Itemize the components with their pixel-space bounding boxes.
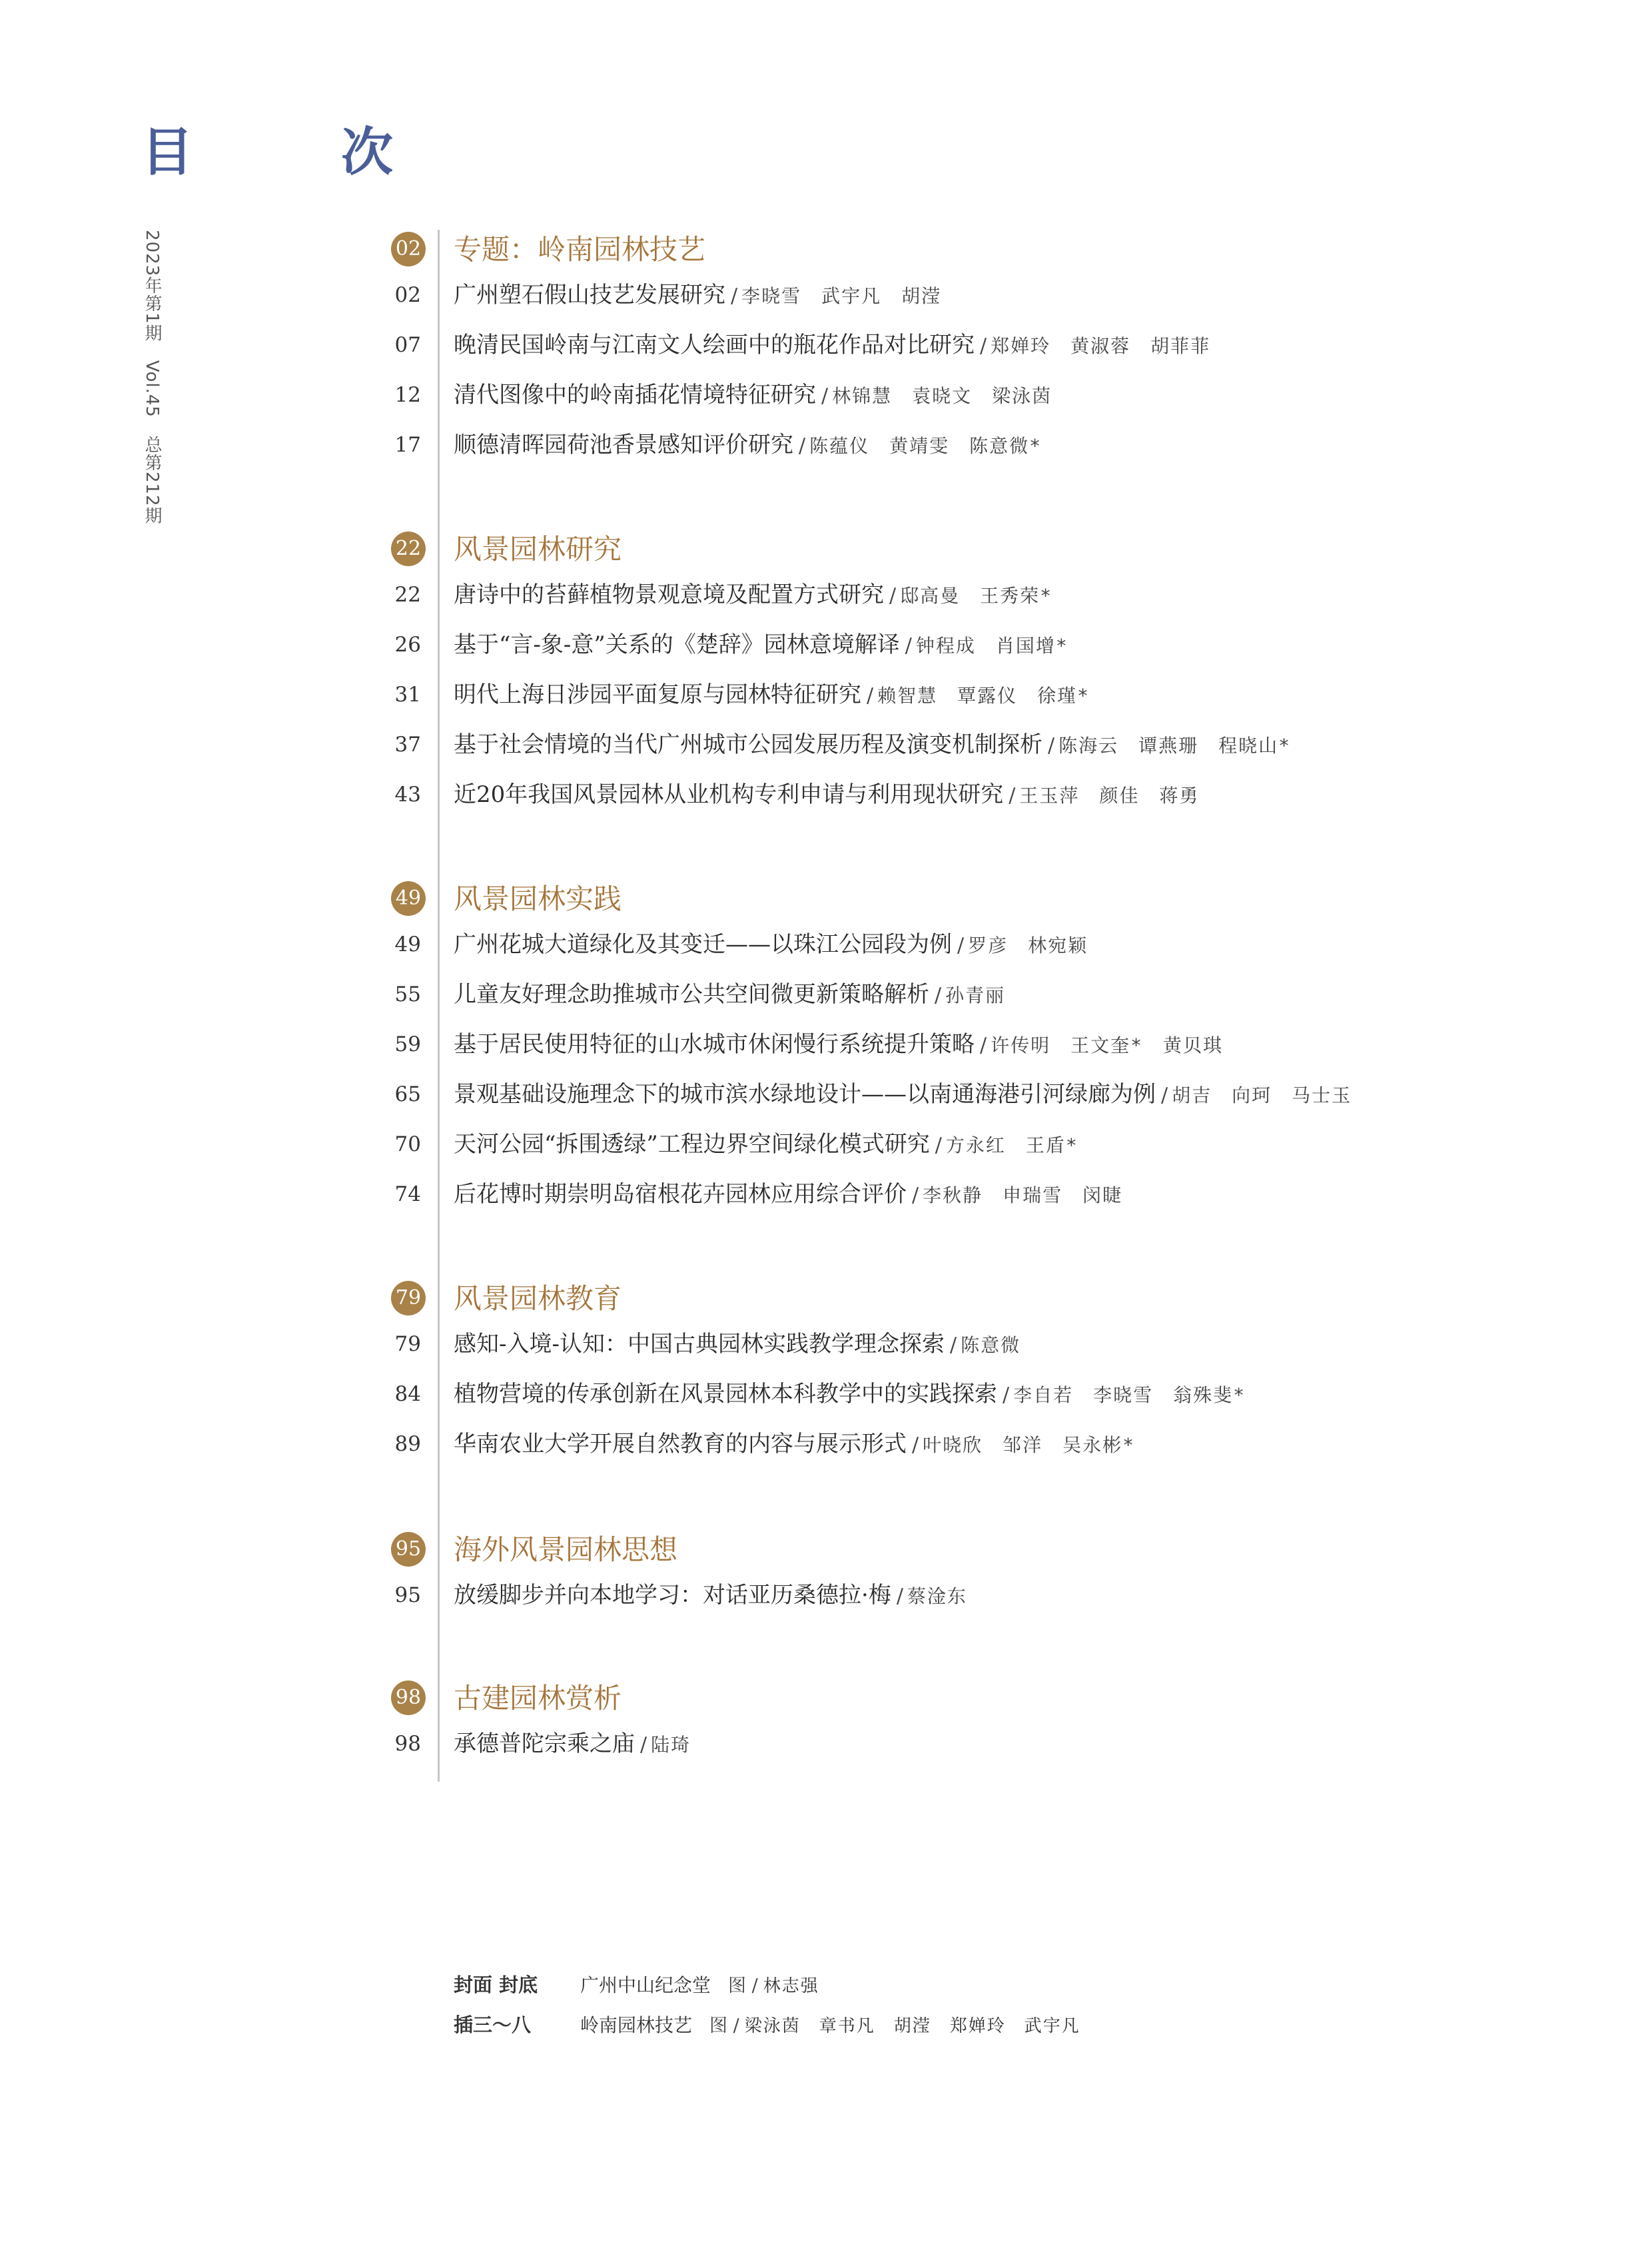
section-title[interactable]: 风景园林实践 [454, 883, 622, 915]
entry-title[interactable]: 承德普陀宗乘之庙 [454, 1730, 635, 1757]
author-separator: / [1161, 1084, 1168, 1107]
toc-entry[interactable] [0, 1081, 1652, 1131]
toc-entry[interactable] [0, 1331, 1652, 1381]
toc-entry[interactable] [0, 731, 1652, 781]
entry-title[interactable]: 后花博时期崇明岛宿根花卉园林应用综合评价 [454, 1181, 907, 1208]
entry-authors: 赖智慧 覃露仪 徐瑾* [877, 685, 1090, 707]
section-page-badge[interactable]: 49 [391, 881, 426, 916]
entry-authors: 郑婵玲 黄淑蓉 胡菲菲 [991, 335, 1211, 357]
toc-entry[interactable] [0, 931, 1652, 981]
issue-info: 2023年第1期 Vol.45 总第212期 [142, 230, 162, 525]
entry-list [0, 282, 1652, 482]
entry-title[interactable]: 顺德清晖园荷池香景感知评价研究 [454, 432, 793, 458]
entry-page-number: 49 [394, 933, 421, 956]
entry-list [0, 581, 1652, 831]
entry-line [454, 1431, 1135, 1459]
section-page-badge[interactable]: 98 [391, 1681, 426, 1715]
credit-row-cover [454, 1965, 1080, 2005]
entry-page-number: 84 [394, 1382, 421, 1406]
author-separator: / [935, 1134, 942, 1157]
entry-line [454, 581, 1052, 609]
entry-title[interactable]: 唐诗中的苔藓植物景观意境及配置方式研究 [454, 581, 884, 608]
entry-line [454, 781, 1199, 809]
entry-page-number: 26 [394, 633, 421, 657]
entry-title[interactable]: 明代上海日涉园平面复原与园林特征研究 [454, 681, 861, 708]
section-page-badge[interactable]: 02 [391, 232, 426, 266]
entry-title[interactable]: 感知-入境-认知：中国古典园林实践教学理念探索 [454, 1331, 945, 1357]
toc-entry[interactable] [0, 581, 1652, 631]
entry-authors: 蔡淦东 [907, 1585, 967, 1607]
author-separator: / [912, 1184, 919, 1207]
cover-credits [454, 1965, 1080, 2045]
entry-page-number: 12 [394, 383, 421, 407]
entry-page-number: 17 [394, 433, 421, 457]
credit-names: 林志强 [763, 1976, 819, 1996]
author-separator: / [980, 334, 987, 358]
entry-page-number: 31 [394, 683, 421, 707]
toc-entry[interactable] [0, 332, 1652, 382]
credit-label: 封面 封底 [454, 1974, 538, 1996]
entry-authors: 孙青丽 [945, 984, 1006, 1006]
credit-separator: 图 / [728, 1976, 758, 1996]
credit-subject: 岭南园林技艺 [580, 2014, 693, 2036]
entry-page-number: 37 [394, 733, 421, 757]
section-page-badge[interactable]: 95 [391, 1532, 426, 1567]
author-separator: / [935, 984, 942, 1007]
entry-authors: 邸高曼 王秀荣* [900, 585, 1052, 607]
author-separator: / [949, 1333, 957, 1357]
credit-subject: 广州中山纪念堂 [580, 1974, 711, 1996]
entry-line [454, 432, 1042, 460]
toc-entry[interactable] [0, 282, 1652, 332]
entry-authors: 罗彦 林宛颖 [968, 934, 1088, 956]
entry-title[interactable]: 基于居民使用特征的山水城市休闲慢行系统提升策略 [454, 1031, 975, 1058]
author-separator: / [889, 584, 897, 607]
entry-authors: 陈蕴仪 黄靖雯 陈意微* [809, 435, 1042, 457]
author-separator: / [1003, 1383, 1010, 1407]
toc-entry[interactable] [0, 382, 1652, 432]
toc-entry[interactable] [0, 1181, 1652, 1231]
entry-line [454, 1582, 967, 1610]
entry-line [454, 631, 1068, 659]
entry-line [454, 1181, 1122, 1209]
entry-list [0, 931, 1652, 1231]
entry-line [454, 1331, 1021, 1359]
entry-line [454, 382, 1052, 410]
entry-title[interactable]: 基于社会情境的当代广州城市公园发展历程及演变机制探析 [454, 731, 1042, 758]
credit-row-inserts [454, 2005, 1080, 2045]
credit-label: 插三～八 [454, 2014, 532, 2036]
toc-entry[interactable] [0, 1381, 1652, 1431]
author-separator: / [821, 384, 829, 408]
entry-list [0, 1582, 1652, 1632]
section-header [0, 230, 1652, 270]
section-title[interactable]: 风景园林教育 [454, 1282, 622, 1315]
toc-entry[interactable] [0, 781, 1652, 831]
section-header [0, 1679, 1652, 1718]
toc-entry[interactable] [0, 432, 1652, 482]
entry-authors: 方永红 王盾* [945, 1134, 1078, 1156]
entry-page-number: 02 [394, 283, 421, 307]
entry-list [0, 1730, 1652, 1780]
entry-authors: 陈意微 [961, 1334, 1021, 1356]
entry-title[interactable]: 清代图像中的岭南插花情境特征研究 [454, 382, 816, 408]
entry-line [454, 731, 1291, 759]
entry-authors: 胡吉 向珂 马士玉 [1172, 1084, 1352, 1106]
author-separator: / [896, 1585, 903, 1608]
entry-authors: 叶晓欣 邹洋 吴永彬* [923, 1434, 1135, 1456]
section-header [0, 1530, 1652, 1570]
entry-authors: 王玉萍 颜佳 蒋勇 [1019, 785, 1200, 807]
section-title[interactable]: 专题：岭南园林技艺 [454, 233, 706, 266]
entry-page-number: 98 [394, 1732, 421, 1756]
entry-title[interactable]: 华南农业大学开展自然教育的内容与展示形式 [454, 1431, 907, 1457]
section-header [0, 530, 1652, 569]
section-header [0, 879, 1652, 919]
entry-authors: 李自若 李晓雪 翁殊斐* [1013, 1384, 1246, 1406]
entry-title[interactable]: 广州花城大道绿化及其变迁——以珠江公园段为例 [454, 931, 952, 958]
author-separator: / [980, 1034, 987, 1057]
toc-entry[interactable] [0, 1582, 1652, 1632]
section-title[interactable]: 风景园林研究 [454, 533, 622, 565]
author-separator: / [912, 1433, 919, 1457]
credit-names: 梁泳茵 章书凡 胡滢 郑婵玲 武宇凡 [744, 2016, 1080, 2036]
entry-title[interactable]: 近20年我国风景园林从业机构专利申请与利用现状研究 [454, 781, 1004, 808]
entry-page-number: 70 [394, 1132, 421, 1156]
entry-page-number: 95 [394, 1583, 421, 1607]
entry-title[interactable]: 景观基础设施理念下的城市滨水绿地设计——以南通海港引河绿廊为例 [454, 1081, 1156, 1108]
entry-line [454, 1031, 1223, 1059]
entry-title[interactable]: 广州塑石假山技艺发展研究 [454, 282, 725, 308]
author-separator: / [1048, 734, 1055, 757]
page-title: 目 次 [141, 122, 442, 183]
section-page-badge[interactable]: 79 [391, 1281, 426, 1315]
toc-entry[interactable] [0, 631, 1652, 681]
entry-line [454, 1381, 1246, 1409]
entry-title[interactable]: 天河公园“拆围透绿”工程边界空间绿化模式研究 [454, 1131, 930, 1158]
author-separator: / [867, 684, 874, 707]
entry-list [0, 1331, 1652, 1481]
author-separator: / [957, 934, 965, 957]
toc-entry[interactable] [0, 1431, 1652, 1481]
section-title[interactable]: 古建园林赏析 [454, 1682, 622, 1714]
entry-authors: 陆琦 [651, 1734, 691, 1756]
entry-line [454, 332, 1210, 360]
entry-page-number: 74 [394, 1182, 421, 1206]
entry-authors: 林锦慧 袁晓文 梁泳茵 [832, 385, 1052, 407]
entry-line [454, 1730, 691, 1758]
credit-separator: 图 / [709, 2016, 739, 2036]
entry-title[interactable]: 晚清民国岭南与江南文人绘画中的瓶花作品对比研究 [454, 332, 975, 358]
entry-line [454, 681, 1090, 709]
entry-authors: 陈海云 谭燕珊 程晓山* [1058, 735, 1291, 757]
entry-page-number: 55 [394, 982, 421, 1006]
section-title[interactable]: 海外风景园林思想 [454, 1533, 678, 1566]
author-separator: / [799, 434, 806, 458]
entry-title[interactable]: 基于“言-象-意”关系的《楚辞》园林意境解译 [454, 631, 900, 658]
toc-entry[interactable] [0, 1031, 1652, 1081]
entry-page-number: 79 [394, 1332, 421, 1356]
entry-title[interactable]: 儿童友好理念助推城市公共空间微更新策略解析 [454, 981, 929, 1008]
entry-line [454, 1131, 1078, 1159]
entry-line [454, 931, 1088, 959]
section-header [0, 1279, 1652, 1319]
author-separator: / [640, 1733, 647, 1756]
entry-authors: 许传明 王文奎* 黄贝琪 [991, 1034, 1223, 1056]
entry-line [454, 1081, 1352, 1109]
entry-title[interactable]: 放缓脚步并向本地学习：对话亚历桑德拉·梅 [454, 1582, 891, 1609]
entry-authors: 李秋静 申瑞雪 闵睫 [923, 1184, 1123, 1206]
author-separator: / [731, 284, 738, 308]
entry-page-number: 59 [394, 1032, 421, 1056]
entry-line [454, 282, 941, 310]
toc-entry[interactable] [0, 1131, 1652, 1181]
section-page-badge[interactable]: 22 [391, 532, 426, 566]
author-separator: / [1009, 784, 1016, 807]
author-separator: / [905, 634, 912, 657]
toc-entry[interactable] [0, 681, 1652, 731]
entry-authors: 李晓雪 武宇凡 胡滢 [741, 285, 942, 307]
entry-line [454, 981, 1005, 1009]
entry-page-number: 43 [394, 783, 421, 807]
entry-authors: 钟程成 肖国增* [915, 635, 1068, 657]
entry-page-number: 22 [394, 583, 421, 607]
entry-page-number: 07 [394, 333, 421, 357]
toc-entry[interactable] [0, 981, 1652, 1031]
entry-page-number: 65 [394, 1082, 421, 1106]
entry-title[interactable]: 植物营境的传承创新在风景园林本科教学中的实践探索 [454, 1381, 997, 1407]
toc-entry[interactable] [0, 1730, 1652, 1780]
entry-page-number: 89 [394, 1432, 421, 1456]
